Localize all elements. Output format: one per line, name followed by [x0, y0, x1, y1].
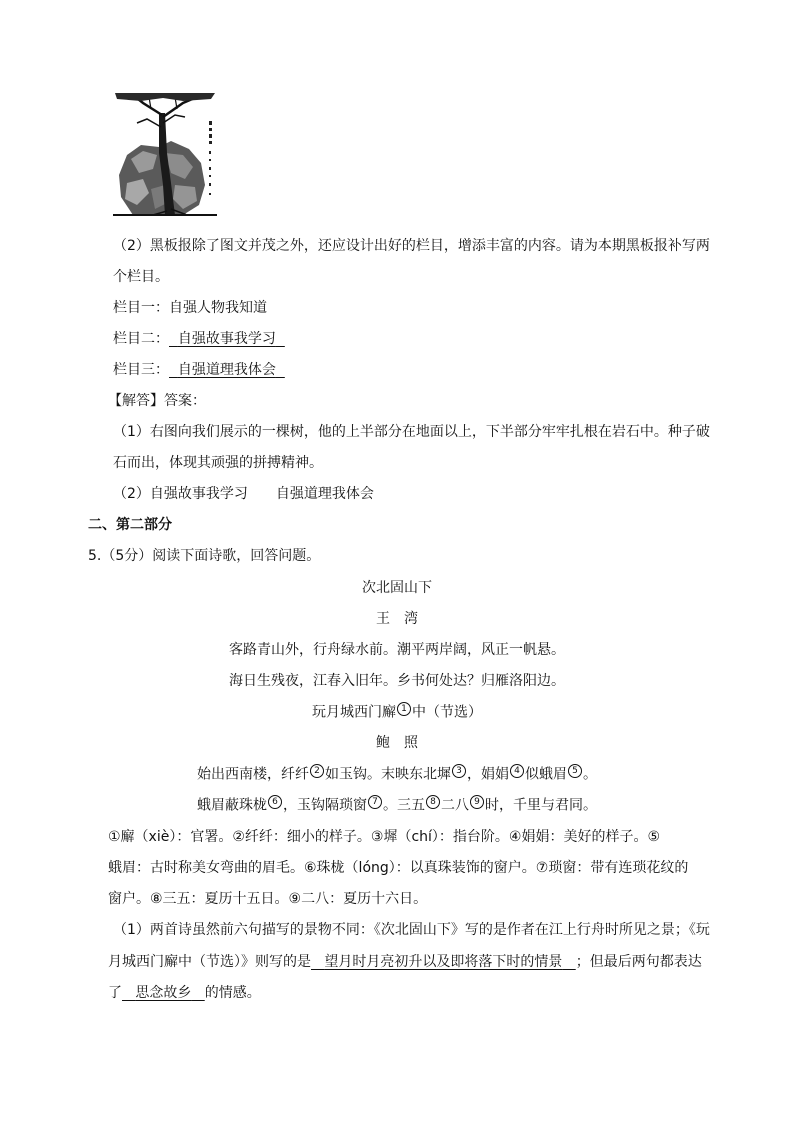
footnote-mark-4: 4	[510, 764, 524, 778]
q2-prompt-line1: （2）黑板报除了图文并茂之外，还应设计出好的栏目，增添丰富的内容。请为本期黑板报补写两	[113, 238, 710, 254]
poem1-title: 次北固山下	[362, 580, 432, 596]
footnote-mark-3: 3	[452, 764, 466, 778]
column-three	[113, 360, 713, 380]
footnote-mark-5: 5	[568, 764, 582, 778]
poem2-line1: 始出西南楼，纤纤 $^2$ 如玉钩。末映东北墀 $^3$ ，娟娟 $^4$ 似蛾眉 $^5$ 。	[197, 766, 597, 783]
answer-2-part-a: （2）自强故事我学习	[113, 486, 248, 502]
q5-1-answer-2: 思念故乡	[135, 985, 192, 1001]
answer-2	[113, 484, 713, 504]
column-two	[113, 329, 713, 349]
column-two-label: 栏目二：	[113, 331, 169, 347]
notes-line2: 蛾眉：古时称美女弯曲的眉毛。⑥珠栊（lóng）：以真珠装饰的窗户。⑦琐窗：带有连琐花纹的	[108, 860, 689, 876]
column-three-answer: 自强道理我体会	[177, 362, 276, 378]
answer-header: 【解答】答案：	[108, 393, 206, 409]
footnote-mark-9: 9	[470, 795, 484, 809]
poem1-line2: 海日生残夜，江春入旧年。乡书何处达？归雁洛阳边。	[229, 673, 565, 689]
footnote-mark-7: 7	[368, 795, 382, 809]
poem2-title: 玩月城西门廨 $^1$ 中（节选）	[312, 704, 482, 721]
question-5: 5.（5分）阅读下面诗歌，回答问题。	[88, 548, 321, 564]
section-heading: 二、第二部分	[88, 517, 172, 533]
poem2-line2: 蛾眉蔽珠栊 $^6$ ，玉钩隔琐窗 $^7$ 。三五 $^8$ 二八 $^9$ 时，千里与君同。	[197, 797, 597, 814]
q5-1-line2: 月城西门廨中（节选）》则写的是 望月时月亮初升以及即将落下时的情景 ；但最后两句都表达	[108, 954, 702, 970]
notes-line3: 窗户。⑧三五：夏历十五日。⑨二八：夏历十六日。	[108, 891, 428, 907]
answer-2-part-b: 自强道理我体会	[275, 486, 374, 502]
footnote-mark-8: 8	[426, 795, 440, 809]
column-three-label: 栏目三：	[113, 362, 169, 378]
q5-1-answer-1: 望月时月亮初升以及即将落下时的情景	[324, 954, 563, 970]
poem2-author: 鲍 照	[376, 735, 418, 751]
tree-on-rock-illustration	[113, 93, 217, 217]
footnote-mark-6: 6	[268, 795, 282, 809]
column-one: 栏目一：自强人物我知道	[113, 300, 267, 316]
answer-1-line2: 石而出，体现其顽强的拼搏精神。	[113, 455, 323, 471]
footnote-mark-1: 1	[397, 702, 411, 716]
q2-prompt-line2: 个栏目。	[113, 269, 169, 285]
footnote-mark-2: 2	[310, 764, 324, 778]
poem1-author: 王 湾	[376, 611, 418, 627]
answer-1-line1: （1）右图向我们展示的一棵树，他的上半部分在地面以上，下半部分牢牢扎根在岩石中。种子破	[113, 424, 710, 440]
q5-1-line1: （1）两首诗虽然前六句描写的景物不同：《次北固山下》写的是作者在江上行舟时所见之景；《玩	[113, 922, 710, 938]
column-two-answer: 自强故事我学习	[177, 331, 276, 347]
notes-line1: ①廨（xiè）：官署。②纤纤：细小的样子。③墀（chí）：指台阶。④娟娟：美好的样子。⑤	[108, 829, 660, 845]
poem1-line1: 客路青山外，行舟绿水前。潮平两岸阔，风正一帆悬。	[229, 642, 565, 658]
q5-1-line3: 了 思念故乡 的情感。	[108, 985, 261, 1001]
